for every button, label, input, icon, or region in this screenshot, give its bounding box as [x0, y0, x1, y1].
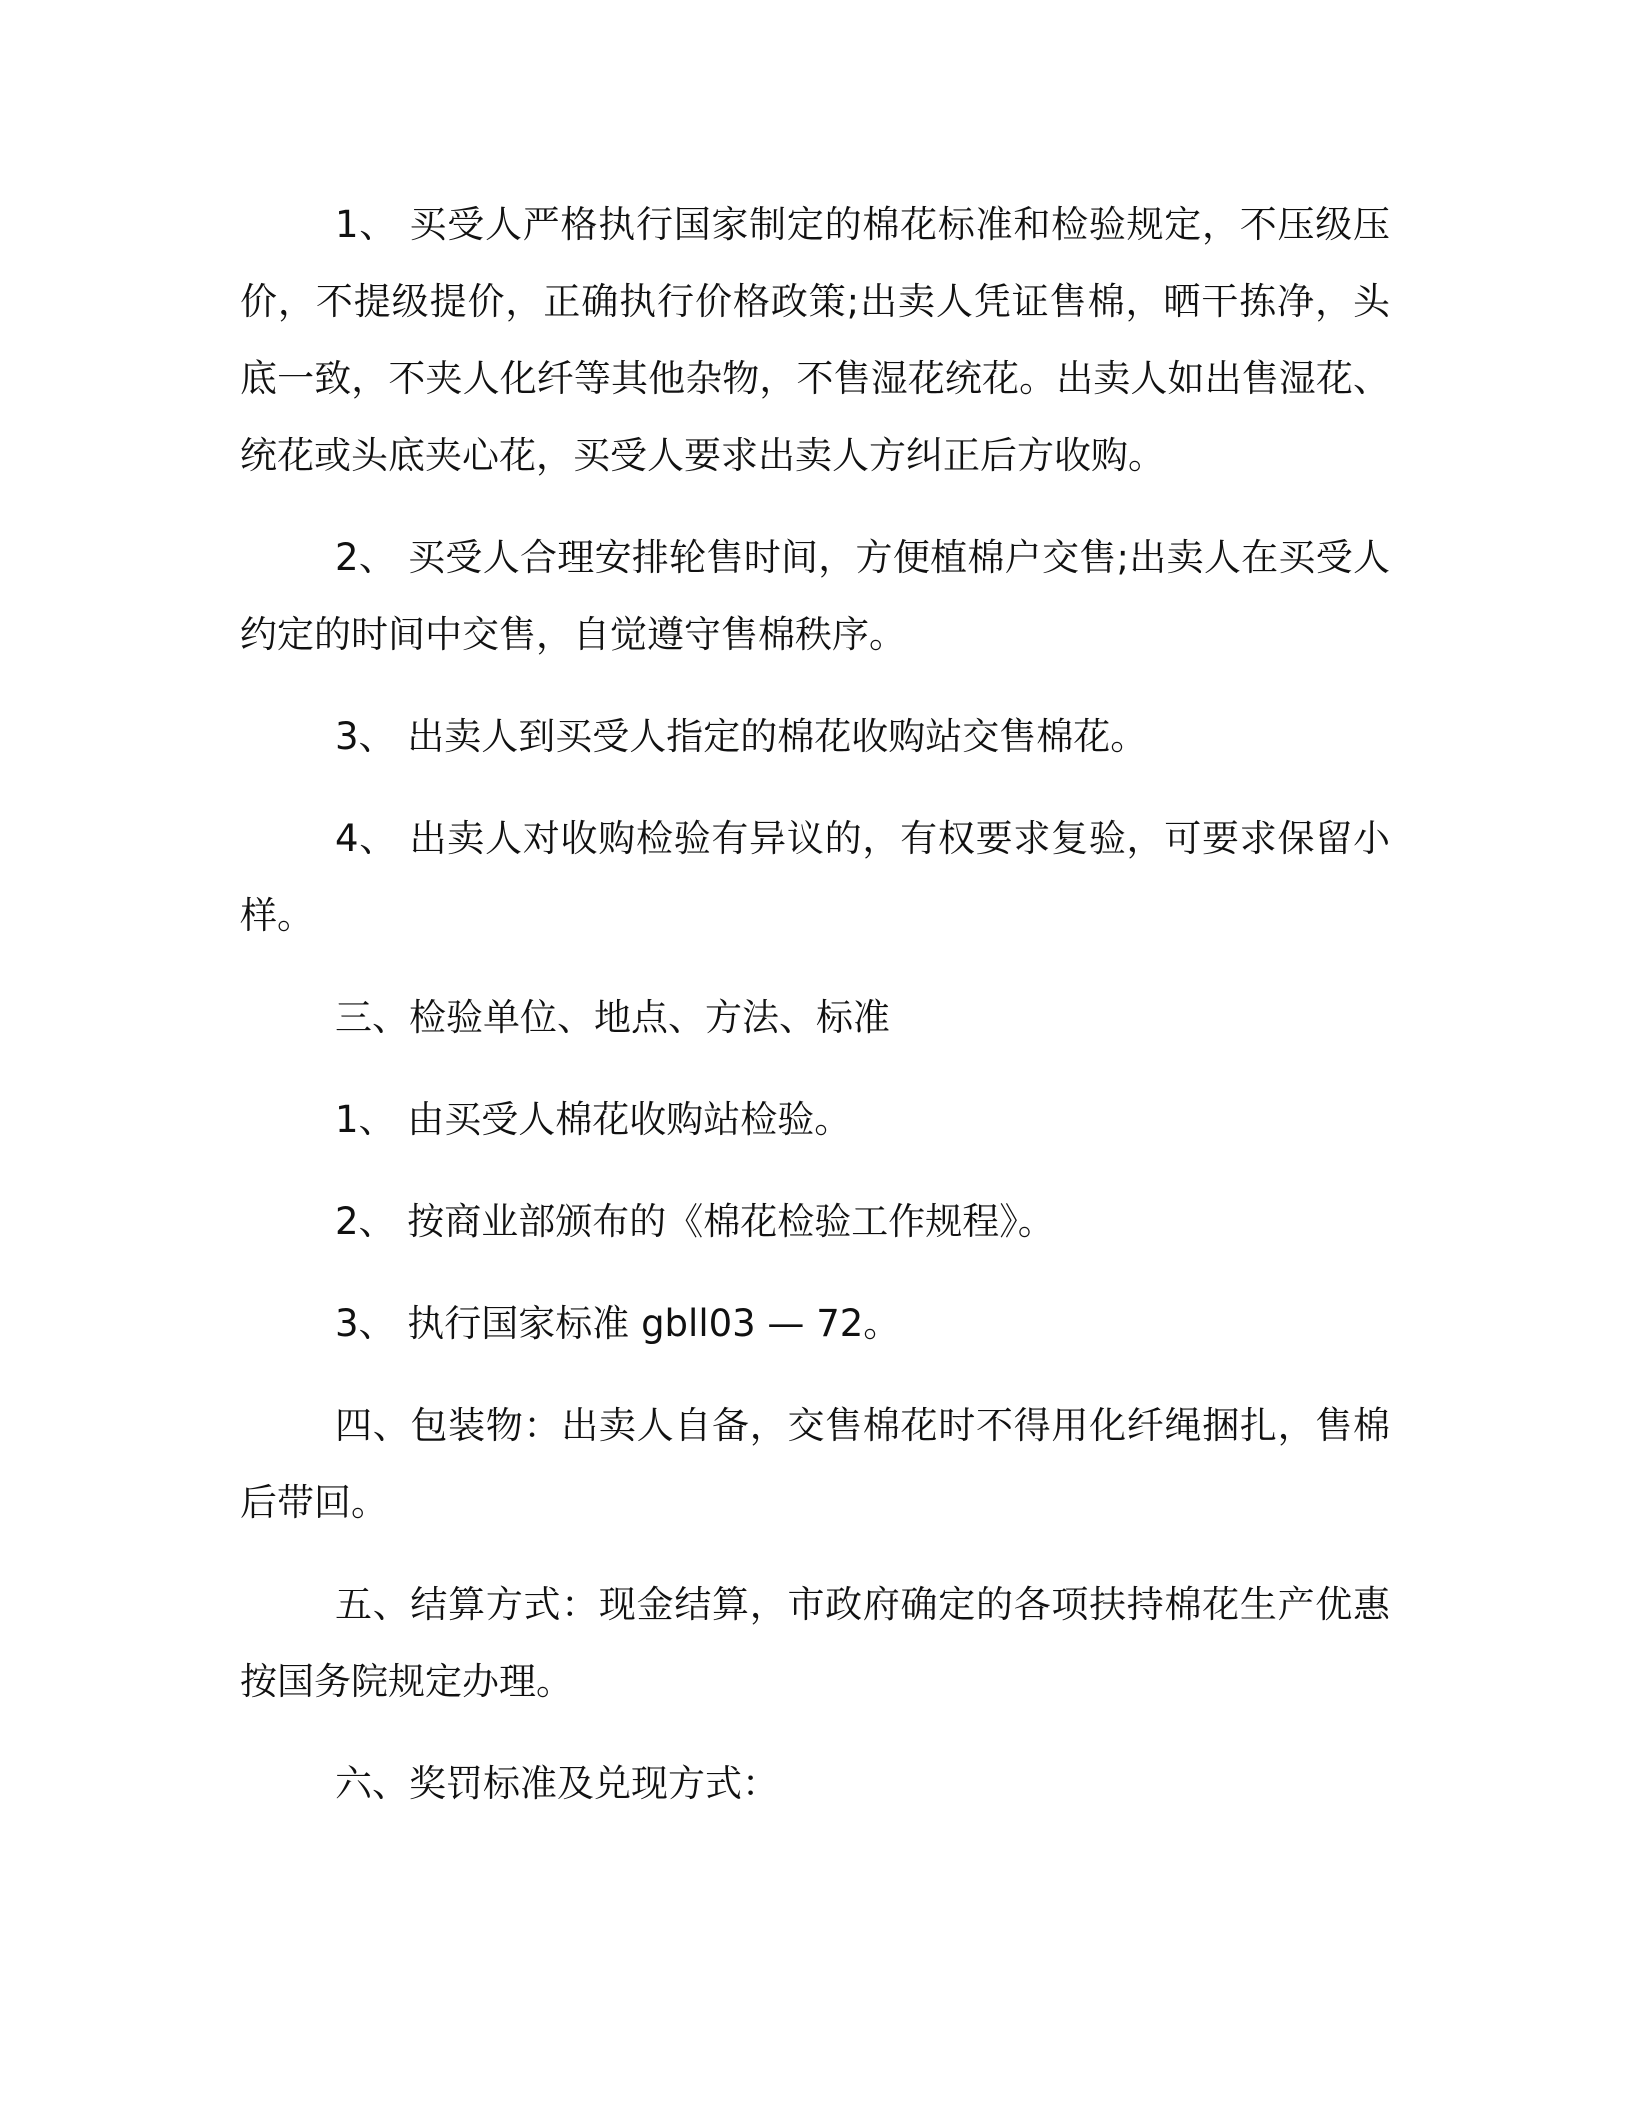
inspection-item-2: 2、 按商业部颁布的《棉花检验工作规程》。: [335, 1200, 1055, 1243]
inspection-item-3: 3、 执行国家标准 gbll03 — 72。: [335, 1302, 901, 1345]
section-3-heading: 三、检验单位、地点、方法、标准: [335, 996, 890, 1039]
clause-3-purchase-station: 3、 出卖人到买受人指定的棉花收购站交售棉花。: [335, 715, 1148, 758]
clause-4-reinspection: 4、 出卖人对收购检验有异议的，有权要求复验，可要求保留小样。: [240, 817, 1390, 937]
section-5-settlement: 五、结算方式：现金结算，市政府确定的各项扶持棉花生产优惠按国务院规定办理。: [240, 1583, 1390, 1703]
clause-1-grading-standards: 1、 买受人严格执行国家制定的棉花标准和检验规定，不压级压价，不提级提价，正确执行价格政策;出卖人凭证售棉，晒干拣净，头底一致，不夹人化纤等其他杂物，不售湿花统花。出卖人如出售湿花、统花或头底夹心花，买受人要求出卖人方纠正后方收购。: [240, 203, 1390, 477]
section-6-heading: 六、奖罚标准及兑现方式：: [335, 1762, 779, 1805]
document-body: [240, 186, 1390, 1847]
section-4-packaging: 四、包装物：出卖人自备，交售棉花时不得用化纤绳捆扎，售棉后带回。: [240, 1404, 1390, 1524]
clause-2-sale-schedule: 2、 买受人合理安排轮售时间，方便植棉户交售;出卖人在买受人约定的时间中交售，自觉遵守售棉秩序。: [240, 536, 1390, 656]
inspection-item-1: 1、 由买受人棉花收购站检验。: [335, 1098, 852, 1141]
